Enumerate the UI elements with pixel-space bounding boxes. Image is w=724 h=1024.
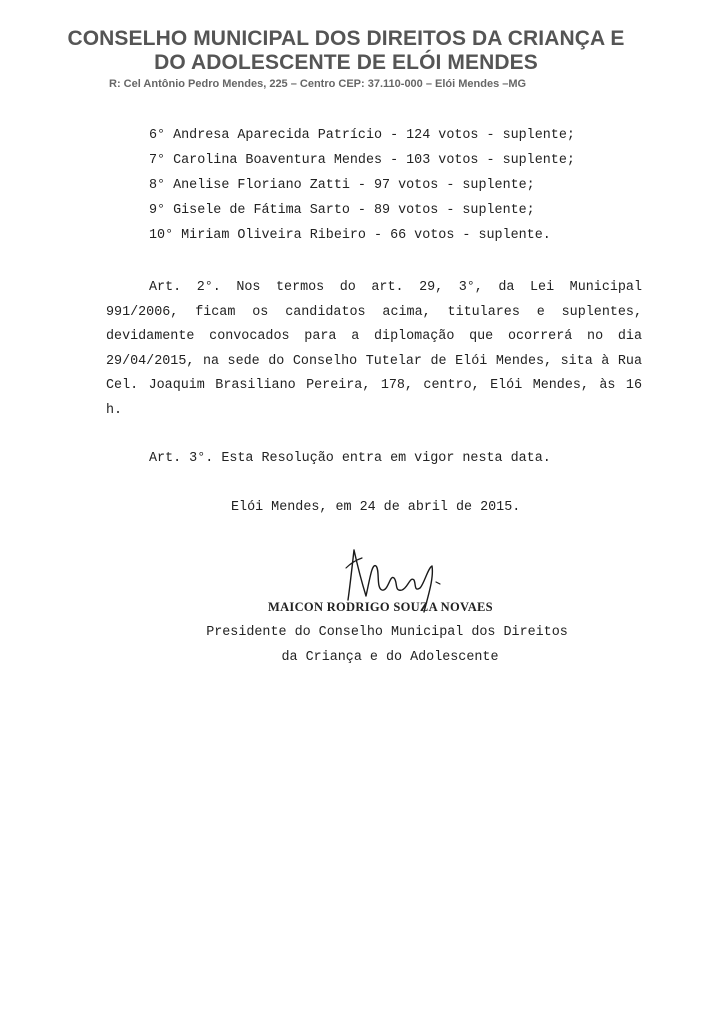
header-address: R: Cel Antônio Pedro Mendes, 225 – Centro CEP: 37.110-000 – Elói Mendes –MG [109,78,527,90]
document-title-line-1: CONSELHO MUNICIPAL DOS DIREITOS DA CRIANÇA E [67,27,625,50]
signatory-role-line-1: Presidente do Conselho Municipal dos Direitos [206,625,568,640]
candidate-line: 8° Anelise Floriano Zatti - 97 votos - suplente; [149,178,535,193]
candidate-line: 7° Carolina Boaventura Mendes - 103 votos - suplente; [149,153,575,168]
article-2-paragraph [106,276,642,423]
place-and-date: Elói Mendes, em 24 de abril de 2015. [231,500,521,515]
signatory-name: MAICON RODRIGO SOUZA NOVAES [268,600,493,614]
candidate-line: 6° Andresa Aparecida Patrício - 124 votos - suplente; [149,128,575,143]
document-title-line-2: DO ADOLESCENTE DE ELÓI MENDES [154,51,538,74]
article-2-text: Art. 2°. Nos termos do art. 29, 3°, da Lei Municipal 991/2006, ficam os candidatos acima, titulares e suplentes, devidamente convocados para a diplomação que ocorrerá no dia 29/04/2015, na sede do Conselho Tutelar de Elói Mendes, sita à Rua Cel. Joaquim Brasiliano Pereira, 178, centro, Elói Mendes, às 16 h. [106,280,642,418]
article-3-paragraph: Art. 3°. Esta Resolução entra em vigor nesta data. [149,451,551,466]
signatory-role-line-2: da Criança e do Adolescente [281,650,499,665]
candidate-line: 10° Miriam Oliveira Ribeiro - 66 votos - suplente. [149,228,551,243]
candidate-line: 9° Gisele de Fátima Sarto - 89 votos - suplente; [149,203,535,218]
